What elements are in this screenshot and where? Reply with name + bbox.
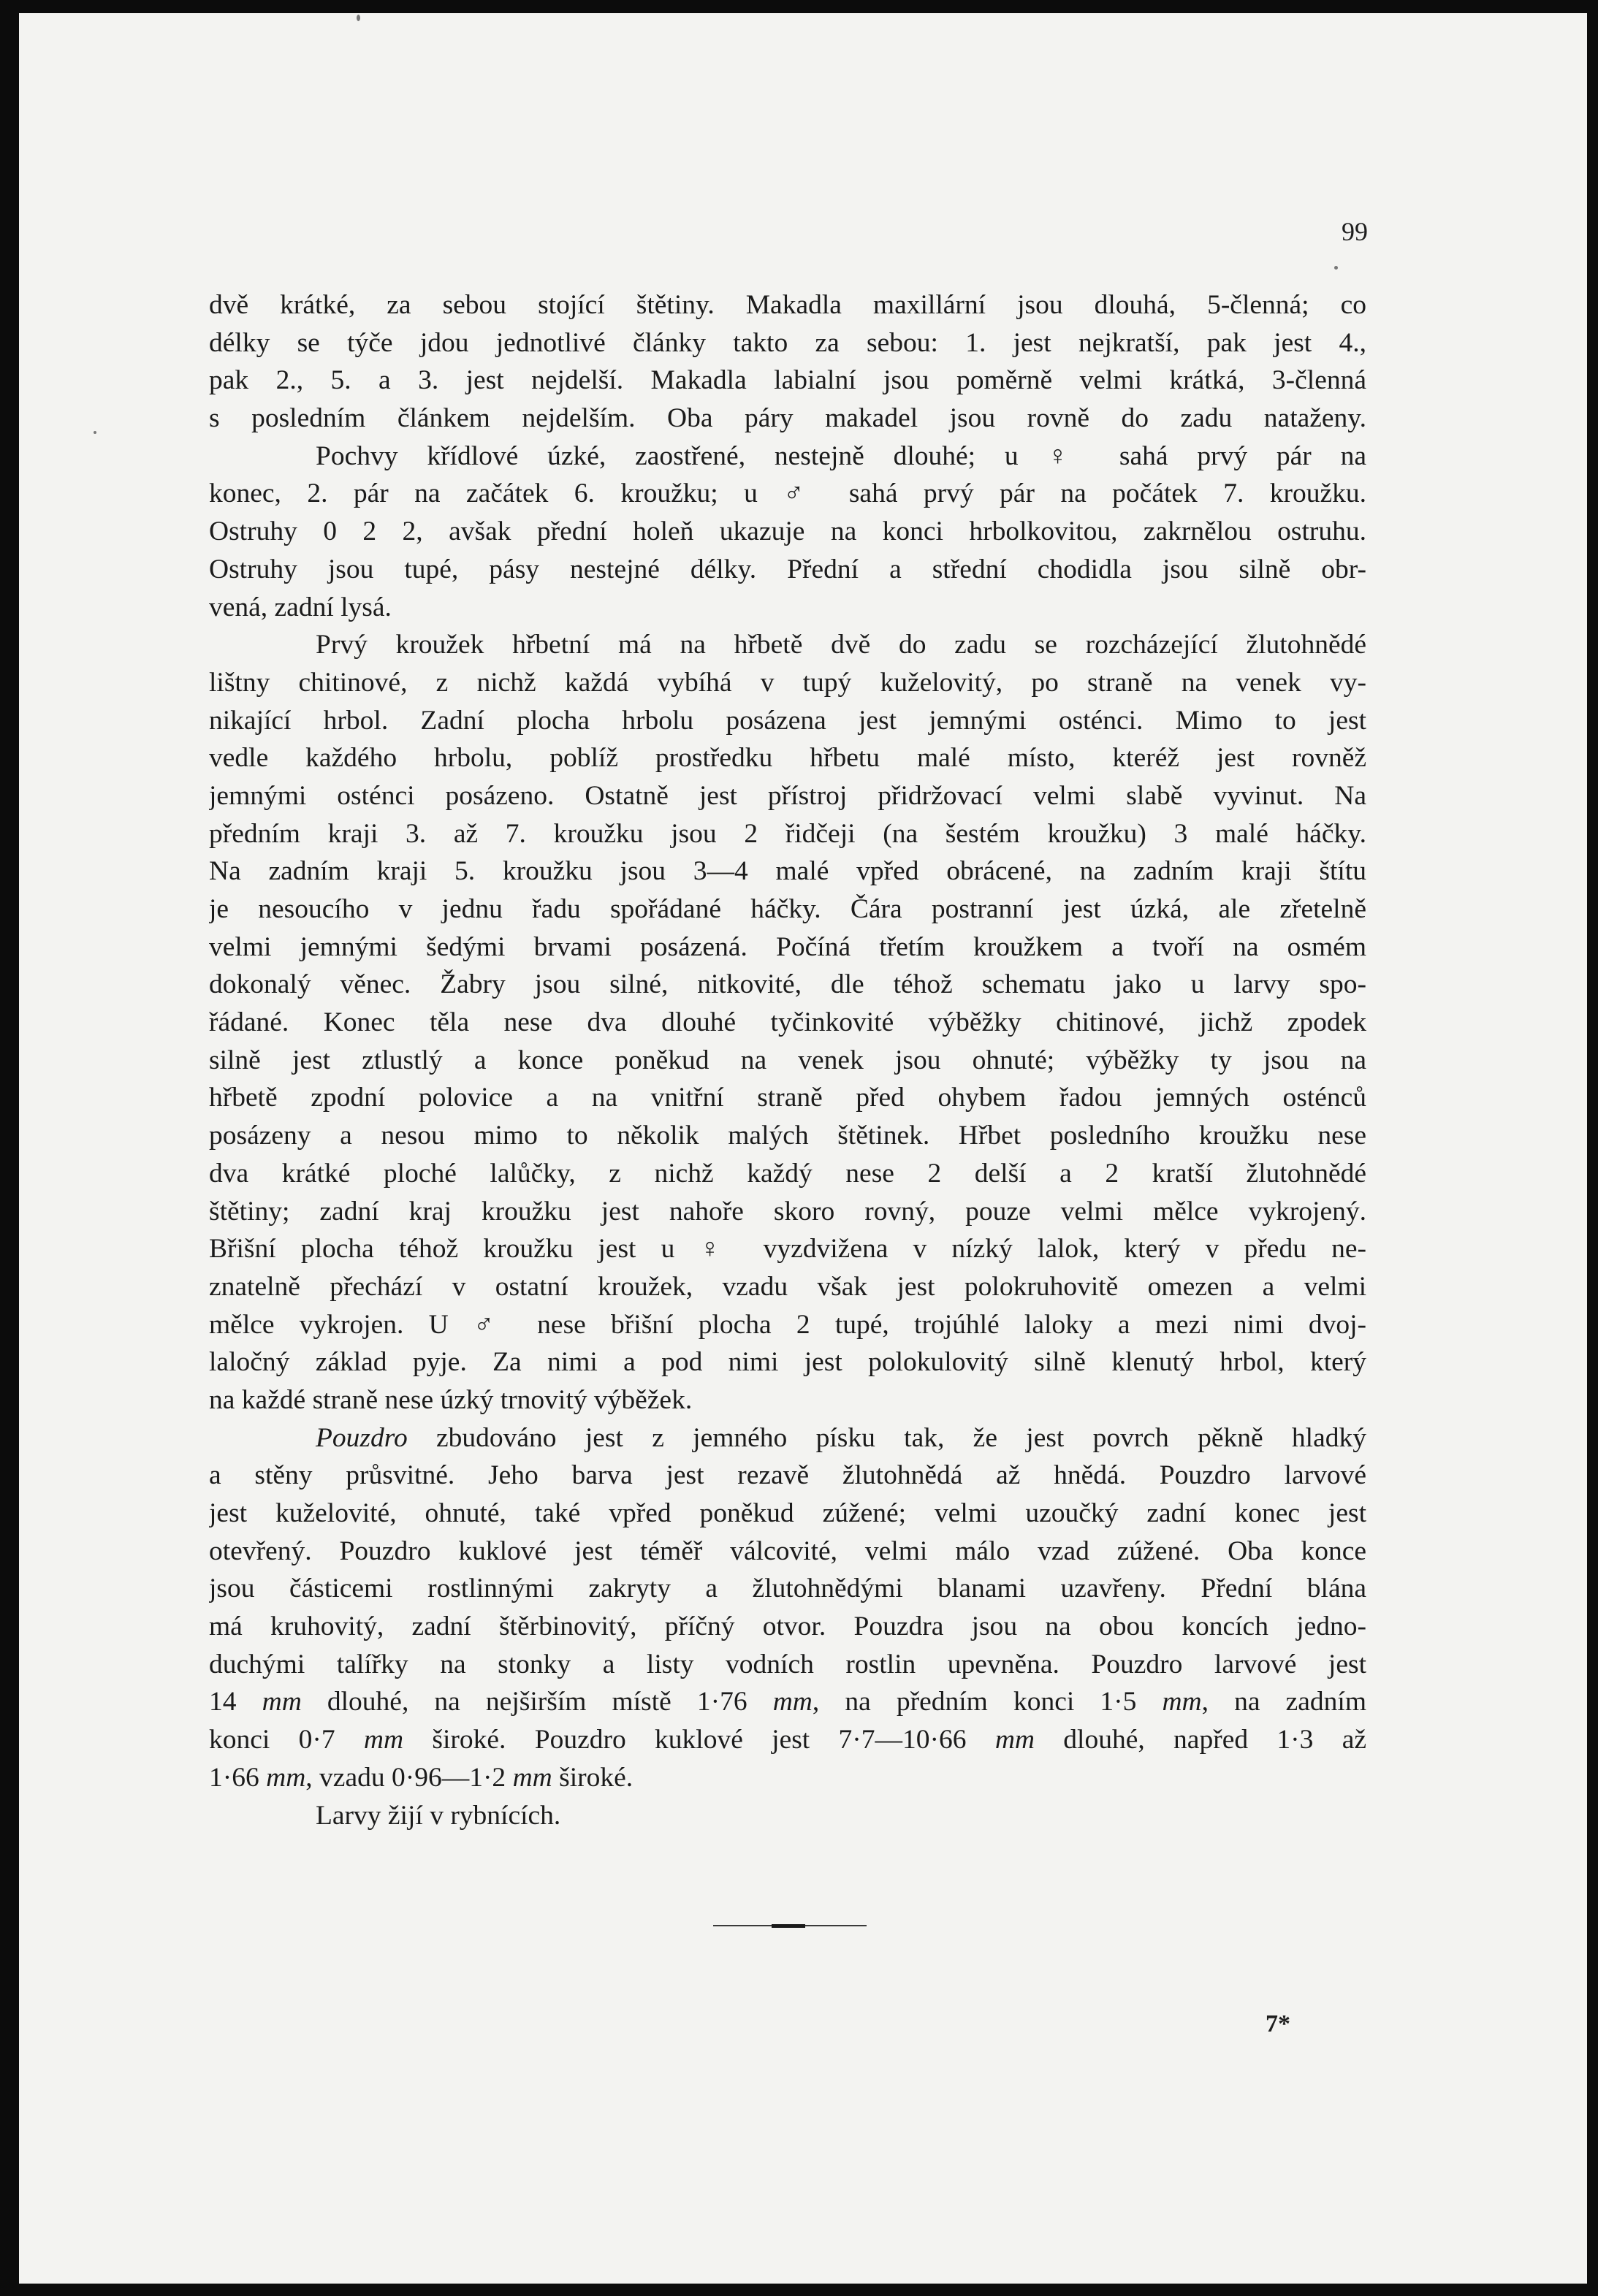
print-speck [1334, 266, 1338, 270]
section-divider [713, 1924, 867, 1926]
paragraph-end-line: na každé straně nese úzký trnovitý výběžek. [209, 1384, 693, 1415]
text-line: má kruhovitý, zadní štěrbinovitý, příčný otvor. Pouzdra jsou na obou koncích jedno- [209, 1612, 1366, 1642]
body-text [209, 286, 1366, 1834]
unit-mm: mm [512, 1762, 552, 1793]
print-speck [357, 15, 360, 21]
text-line: posázeny a nesou mimo to několik malých štětinek. Hřbet posledního kroužku nese [209, 1121, 1366, 1151]
text-line: s posledním článkem nejdelším. Oba páry makadel jsou rovně do zadu nataženy. [209, 403, 1366, 434]
text-line: lištny chitinové, z nichž každá vybíhá v tupý kuželovitý, po straně na venek vy- [209, 667, 1366, 698]
text-line: dva krátké ploché lalůčky, z nichž každý nese 2 delší a 2 kratší žlutohnědé [209, 1158, 1366, 1189]
text-line: nikající hrbol. Zadní plocha hrbolu posázena jest jemnými osténci. Mimo to jest [209, 705, 1366, 736]
text-line: předním kraji 3. až 7. kroužku jsou 2 řidčeji (na šestém kroužku) 3 malé háčky. [209, 818, 1366, 849]
divider-rule-right [805, 1925, 867, 1926]
text-line: konec, 2. pár na začátek 6. kroužku; u ♂ sahá prvý pár na počátek 7. kroužku. [209, 478, 1366, 509]
text-line: dokonalý věnec. Žabry jsou silné, nitkovité, dle téhož schematu jako u larvy spo- [209, 969, 1366, 1000]
text-run: široké. Pouzdro kuklové jest 7·7—10·66 [403, 1725, 995, 1755]
text-line: Ostruhy 0 2 2, avšak přední holeň ukazuje na konci hrbolkovitou, zakrnělou ostruhu. [209, 516, 1366, 547]
text-line: dvě krátké, za sebou stojící štětiny. Makadla maxillární jsou dlouhá, 5-členná; co [209, 290, 1366, 320]
text-line: silně jest ztlustlý a konce poněkud na venek jsou ohnuté; výběžky ty jsou na [209, 1045, 1366, 1075]
text-run: dlouhé, na nejširším místě 1·76 [301, 1687, 773, 1717]
unit-mm: mm [772, 1687, 813, 1717]
text-run: , na předním konci 1·5 [812, 1687, 1163, 1717]
text-run: , na zadním [1201, 1687, 1366, 1717]
text-run: , vzadu 0·96—1·2 [305, 1762, 513, 1793]
divider-rule-center [772, 1924, 805, 1928]
text-line: a stěny průsvitné. Jeho barva jest rezavě žlutohnědá až hnědá. Pouzdro larvové [209, 1460, 1366, 1491]
printer-signature-mark: 7* [1266, 2010, 1290, 2037]
text-line: jemnými osténci posázeno. Ostatně jest přístroj přidržovací velmi slabě vyvinut. Na [209, 780, 1366, 811]
pouzdro-paragraph-start [209, 1419, 1366, 1457]
unit-mm: mm [266, 1762, 306, 1793]
text-line: laločný základ pyje. Za nimi a pod nimi jest polokulovitý silně klenutý hrbol, který [209, 1347, 1366, 1378]
paragraph-start-line: Prvý kroužek hřbetní má na hřbetě dvě do zadu se rozcházející žlutohnědé [316, 630, 1366, 660]
unit-mm: mm [363, 1725, 404, 1755]
pouzdro-first-line-text: zbudováno jest z jemného písku tak, že jest povrch pěkně hladký [407, 1422, 1366, 1453]
text-line: jsou částicemi rostlinnými zakryty a žlutohnědými blanami uzavřeny. Přední blána [209, 1574, 1366, 1604]
text-line: znatelně přechází v ostatní kroužek, vzadu však jest polokruhovitě omezen a velmi [209, 1271, 1366, 1302]
text-line: pak 2., 5. a 3. jest nejdelší. Makadla labialní jsou poměrně velmi krátká, 3-členná [209, 365, 1366, 396]
closing-line: Larvy žijí v rybnících. [316, 1800, 561, 1831]
paragraph-end-line: vená, zadní lysá. [209, 592, 392, 622]
text-line: délky se týče jdou jednotlivé články takto za sebou: 1. jest nejkratší, pak jest 4., [209, 327, 1366, 358]
measurement-line-end [209, 1759, 1366, 1797]
text-line: otevřený. Pouzdro kuklové jest téměř válcovité, velmi málo vzad zúžené. Oba konce [209, 1536, 1366, 1566]
text-line: hřbetě zpodní polovice a na vnitřní straně před ohybem řadou jemných osténců [209, 1083, 1366, 1113]
text-line: mělce vykrojen. U ♂ nese břišní plocha 2 tupé, trojúhlé laloky a mezi nimi dvoj- [209, 1309, 1366, 1340]
text-line: vedle každého hrbolu, poblíž prostředku hřbetu malé místo, kteréž jest rovněž [209, 743, 1366, 774]
text-line: řádané. Konec těla nese dva dlouhé tyčinkovité výběžky chitinové, jichž zpodek [209, 1007, 1366, 1038]
text-run: dlouhé, napřed 1·3 až [1035, 1725, 1366, 1755]
text-run: 14 [209, 1687, 262, 1717]
unit-mm: mm [262, 1687, 302, 1717]
text-run: 1·66 [209, 1762, 267, 1793]
paragraph-start-line: Pochvy křídlové úzké, zaostřené, nestejně dlouhé; u ♀ sahá prvý pár na [316, 440, 1366, 471]
text-line: duchými talířky na stonky a listy vodních rostlin upevněna. Pouzdro larvové jest [209, 1649, 1366, 1679]
text-line: je nesoucího v jednu řadu spořádané háčky. Čára postranní jest úzká, ale zřetelně [209, 894, 1366, 924]
unit-mm: mm [994, 1725, 1035, 1755]
text-line: jest kuželovité, ohnuté, také vpřed poněkud zúžené; velmi uzoučký zadní konec jest [209, 1498, 1366, 1528]
divider-rule-left [713, 1925, 772, 1926]
unit-mm: mm [1162, 1687, 1202, 1717]
text-run: konci 0·7 [209, 1725, 364, 1755]
text-line: štětiny; zadní kraj kroužku jest nahoře skoro rovný, pouze velmi mělce vykrojený. [209, 1196, 1366, 1227]
measurement-line [209, 1683, 1366, 1721]
text-line: velmi jemnými šedými brvami posázená. Počíná třetím kroužkem a tvoří na osmém [209, 931, 1366, 962]
text-run: široké. [552, 1762, 634, 1793]
text-line: Ostruhy jsou tupé, pásy nestejné délky. Přední a střední chodidla jsou silně obr- [209, 554, 1366, 584]
print-speck [94, 431, 96, 434]
measurement-line [209, 1721, 1366, 1759]
text-line: Na zadním kraji 5. kroužku jsou 3—4 malé vpřed obrácené, na zadním kraji štítu [209, 856, 1366, 887]
text-line: Břišní plocha téhož kroužku jest u ♀ vyzdvižena v nízký lalok, který v předu ne- [209, 1234, 1366, 1265]
page-number: 99 [1342, 217, 1368, 246]
pouzdro-heading: Pouzdro [316, 1422, 408, 1453]
